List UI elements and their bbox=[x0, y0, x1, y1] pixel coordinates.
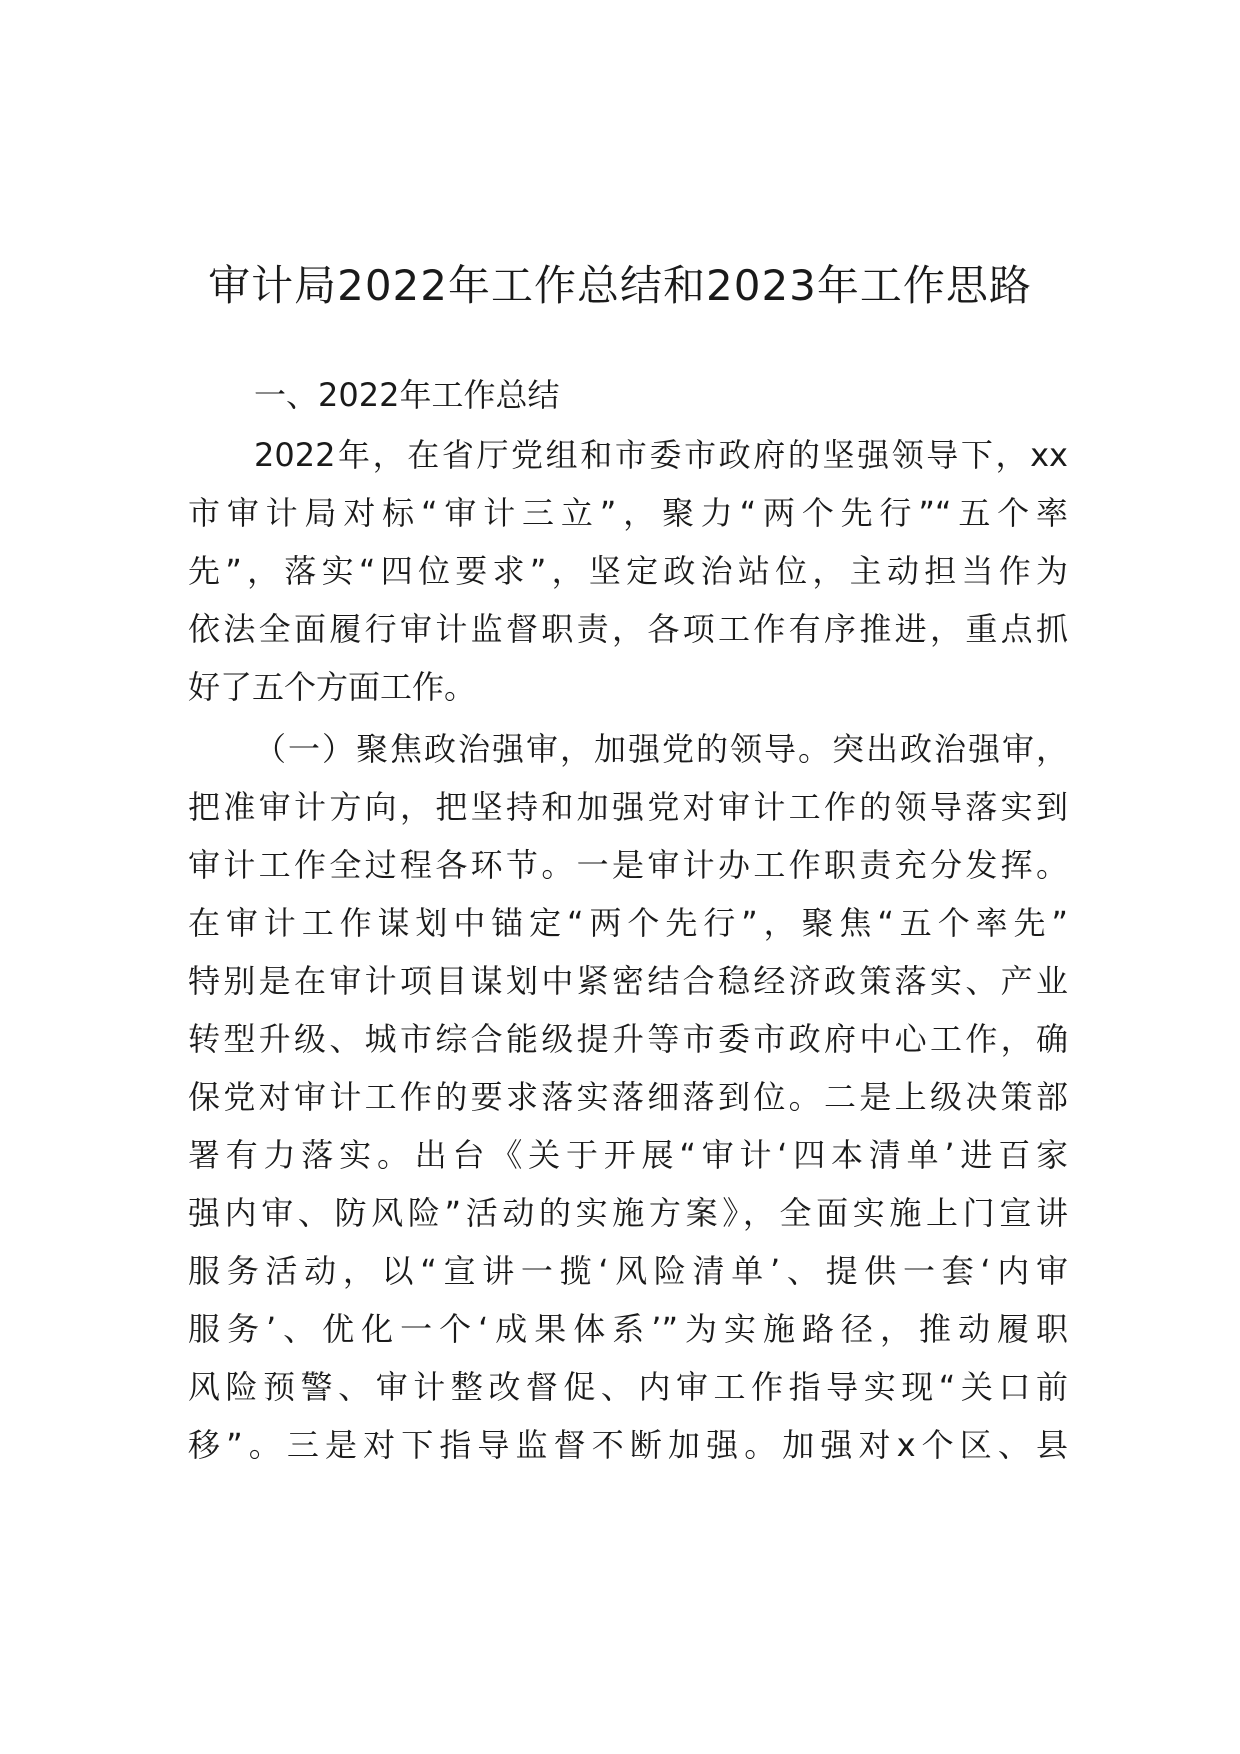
paragraph-line: 好了五个方面工作。 bbox=[188, 668, 477, 706]
paragraph-line: 审计工作全过程各环节。一是审计办工作职责充分发挥。 bbox=[188, 846, 1068, 884]
paragraph-line: （一）聚焦政治强审，加强党的领导。突出政治强审， bbox=[254, 730, 1068, 768]
paragraph-line: 风险预警、审计整改督促、内审工作指导实现“关口前 bbox=[188, 1368, 1068, 1406]
paragraph-line: 强内审、防风险”活动的实施方案》，全面实施上门宣讲 bbox=[188, 1194, 1068, 1232]
paragraph-line: 2022年，在省厅党组和市委市政府的坚强领导下，xx bbox=[254, 436, 1068, 474]
paragraph-line: 署有力落实。出台《关于开展“审计‘四本清单’进百家 bbox=[188, 1136, 1068, 1174]
paragraph-line: 依法全面履行审计监督职责，各项工作有序推进，重点抓 bbox=[188, 610, 1068, 648]
paragraph-line: 服务’、优化一个‘成果体系’”为实施路径，推动履职 bbox=[188, 1310, 1068, 1348]
paragraph-line: 特别是在审计项目谋划中紧密结合稳经济政策落实、产业 bbox=[188, 962, 1068, 1000]
paragraph-line: 保党对审计工作的要求落实落细落到位。二是上级决策部 bbox=[188, 1078, 1068, 1116]
paragraph-line: 把准审计方向，把坚持和加强党对审计工作的领导落实到 bbox=[188, 788, 1068, 826]
paragraph-line: 先”，落实“四位要求”，坚定政治站位，主动担当作为 bbox=[188, 552, 1068, 590]
paragraph-line: 在审计工作谋划中锚定“两个先行”，聚焦“五个率先” bbox=[188, 904, 1068, 942]
paragraph-line: 服务活动，以“宣讲一揽‘风险清单’、提供一套‘内审 bbox=[188, 1252, 1068, 1290]
paragraph-line: 转型升级、城市综合能级提升等市委市政府中心工作，确 bbox=[188, 1020, 1068, 1058]
section-heading: 一、2022年工作总结 bbox=[254, 376, 560, 414]
paragraph-line: 移”。三是对下指导监督不断加强。加强对x个区、县 bbox=[188, 1426, 1068, 1464]
paragraph-line: 市审计局对标“审计三立”，聚力“两个先行”“五个率 bbox=[188, 494, 1068, 532]
document-title: 审计局2022年工作总结和2023年工作思路 bbox=[208, 261, 1032, 311]
